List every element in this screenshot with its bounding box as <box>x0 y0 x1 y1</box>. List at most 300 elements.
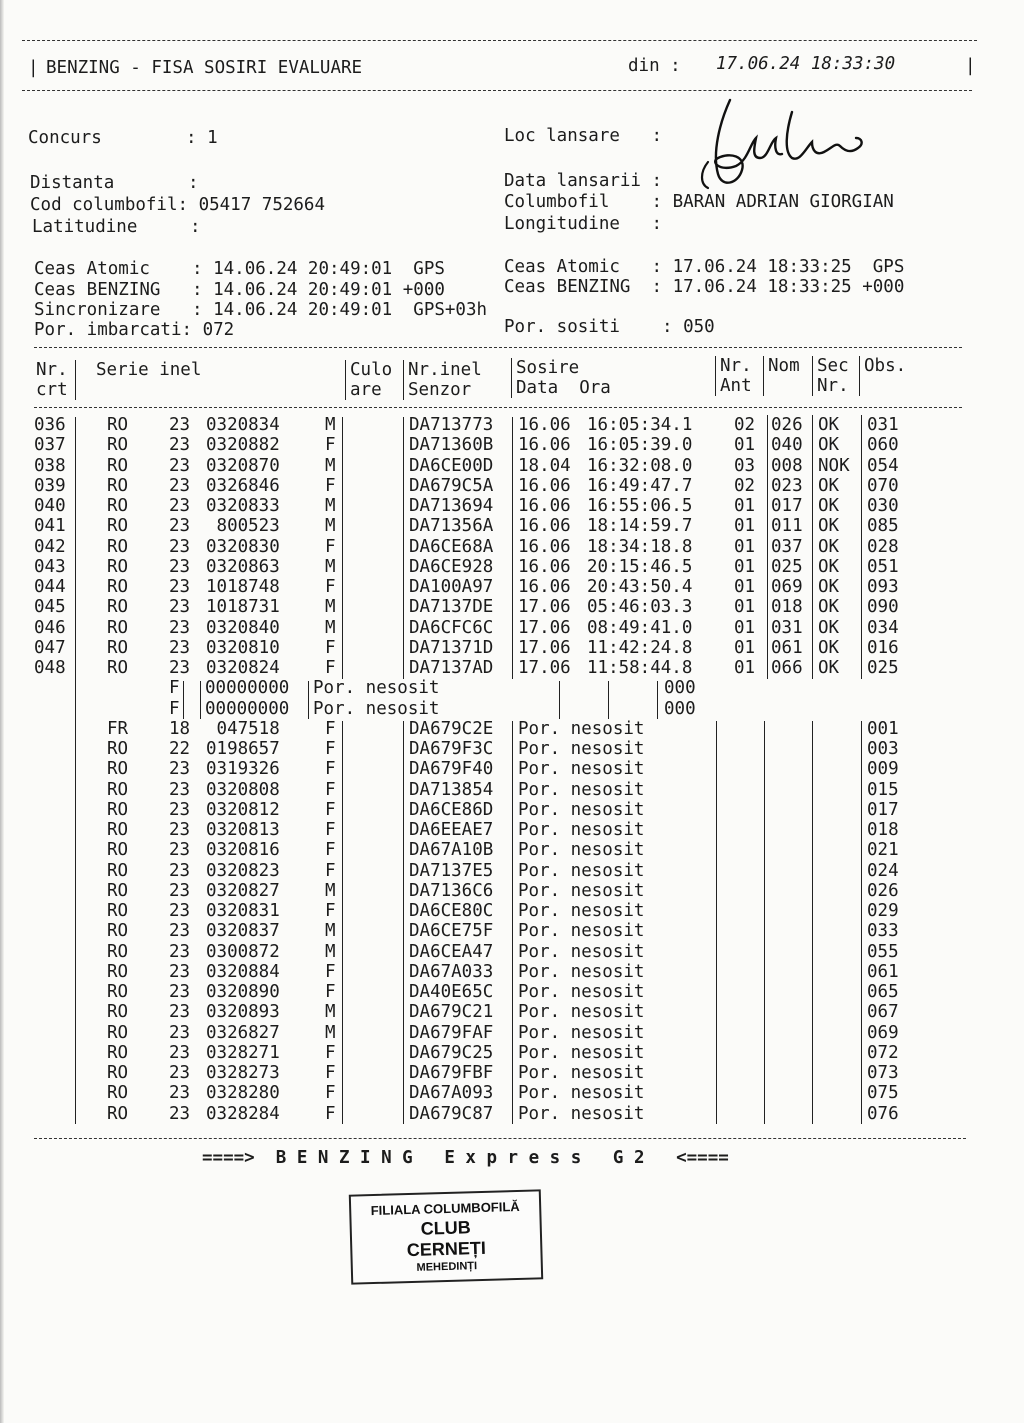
col-culoare: Culo <box>350 360 393 380</box>
row-sensor: DA67A093 <box>409 1083 494 1104</box>
row-sensor: DA6CE75F <box>409 921 494 942</box>
row-nom: 023 <box>771 475 803 496</box>
row-country: FR <box>107 718 129 739</box>
row-year: 23 <box>169 1002 191 1023</box>
row-nr: 039 <box>34 475 66 496</box>
row-date: 18.04 <box>518 455 571 476</box>
row-time: 16:32:08.0 <box>587 455 693 476</box>
row-sensor: DA679F3C <box>409 739 494 759</box>
row-ring: 0320882 <box>206 435 280 456</box>
table-row-shifted <box>0 699 1024 719</box>
row-sex: F <box>325 739 336 759</box>
row-ring: 0328280 <box>206 1083 280 1104</box>
separator <box>403 360 404 400</box>
row-sex: F <box>325 982 336 1002</box>
row-sex: M <box>325 880 336 901</box>
row-country: RO <box>107 516 129 537</box>
row-ant: 02 <box>734 475 756 496</box>
row-status: Por. nesosit <box>518 739 645 759</box>
row-obs: 055 <box>867 941 899 962</box>
row-status: Por. nesosit <box>518 941 645 962</box>
row-obs: 031 <box>867 415 899 435</box>
row-sensor: DA6CE928 <box>409 556 494 577</box>
col-crt: crt <box>36 380 68 400</box>
stamp-line-2: CLUB <box>420 1217 472 1239</box>
columbofil-field: Columbofil : BARAN ADRIAN GIORGIAN <box>504 192 894 212</box>
row-obs: 030 <box>867 496 899 516</box>
row-time: 20:15:46.5 <box>587 556 693 577</box>
row-ring: 0320808 <box>206 779 280 800</box>
row-status: Por. nesosit <box>518 820 645 840</box>
col-nr-ant: Nr. <box>720 356 752 376</box>
header-pipe-left: | <box>28 58 39 78</box>
row-ant: 01 <box>734 577 756 597</box>
row-ring: 0319326 <box>206 759 280 780</box>
row-country: RO <box>107 617 129 638</box>
row-sex: F <box>325 820 336 840</box>
row-sensor: DA71360B <box>409 435 494 456</box>
separator <box>183 681 184 719</box>
row-nom: 069 <box>771 577 803 597</box>
row-year: 23 <box>169 941 191 962</box>
row-sex: F <box>325 536 336 557</box>
row-ring: 0320816 <box>206 840 280 861</box>
ceas-atomic-end: Ceas Atomic : 17.06.24 18:33:25 GPS <box>504 257 905 277</box>
row-country: RO <box>107 455 129 476</box>
row-year: 18 <box>169 718 191 739</box>
col-culoare-2: are <box>350 380 382 400</box>
row-sensor: DA679FAF <box>409 1022 494 1043</box>
row-year: 23 <box>169 860 191 881</box>
row-sensor: DA679C5A <box>409 475 494 496</box>
row-country: RO <box>107 577 129 597</box>
row-sex: M <box>325 455 336 476</box>
row-year: 23 <box>169 496 191 516</box>
col-obs: Obs. <box>864 356 907 376</box>
separator <box>512 417 513 679</box>
row-obs: 003 <box>867 739 899 759</box>
row-sec: OK <box>818 475 840 496</box>
row-nr: 044 <box>34 577 66 597</box>
row-sensor: DA7136C6 <box>409 880 494 901</box>
row-status: Por. nesosit <box>518 860 645 881</box>
row-country: RO <box>107 597 129 618</box>
row-nr: 042 <box>34 536 66 557</box>
row-obs: 072 <box>867 1042 899 1063</box>
row-sex: F <box>325 840 336 861</box>
row-ring: 0320827 <box>206 880 280 901</box>
row-sex: F <box>325 961 336 982</box>
row-sensor: DA71371D <box>409 637 494 658</box>
row-obs: 054 <box>867 455 899 476</box>
row-obs: 070 <box>867 475 899 496</box>
row-ring: 0320893 <box>206 1002 280 1023</box>
row-obs: 090 <box>867 597 899 618</box>
col-nr: Nr. <box>36 360 68 380</box>
row-year: 23 <box>169 820 191 840</box>
separator <box>75 417 76 1124</box>
row-sec: OK <box>818 415 840 435</box>
row-year: 23 <box>169 1103 191 1124</box>
row-ant: 01 <box>734 637 756 658</box>
row-ring: 1018748 <box>206 577 280 597</box>
row-nom: 037 <box>771 536 803 557</box>
row-year: 23 <box>169 759 191 780</box>
col-sec: Sec <box>817 356 849 376</box>
row-nom: 061 <box>771 637 803 658</box>
row-obs: 001 <box>867 718 899 739</box>
row-date: 17.06 <box>518 597 571 618</box>
row-country: RO <box>107 435 129 456</box>
row-status: Por. nesosit <box>518 921 645 942</box>
row-ring: 0320812 <box>206 799 280 820</box>
row-sex: F <box>325 577 336 597</box>
row-sex: M <box>325 921 336 942</box>
report-title: BENZING - FISA SOSIRI EVALUARE <box>46 58 363 78</box>
row-sensor: DA7137E5 <box>409 860 494 881</box>
row-sensor: DA6CE86D <box>409 799 494 820</box>
row-obs: 015 <box>867 779 899 800</box>
row-obs: 028 <box>867 536 899 557</box>
row-time: 11:58:44.8 <box>587 658 693 678</box>
row-year: 23 <box>169 799 191 820</box>
row-obs: 026 <box>867 880 899 901</box>
row-nr: 040 <box>34 496 66 516</box>
row-sex: M <box>325 941 336 962</box>
col-senzor: Senzor <box>408 380 472 400</box>
separator <box>657 681 658 719</box>
row-year: 23 <box>169 435 191 456</box>
row-sex: F <box>325 475 336 496</box>
row-obs: 017 <box>867 799 899 820</box>
row-sec: NOK <box>818 455 850 476</box>
row-status: Por. nesosit <box>518 779 645 800</box>
row-year: 23 <box>169 961 191 982</box>
row-date: 16.06 <box>518 536 571 557</box>
row-ring: 0326846 <box>206 475 280 496</box>
row-year: 23 <box>169 840 191 861</box>
divider <box>34 1138 966 1139</box>
row-country: RO <box>107 901 129 921</box>
row-nom: 018 <box>771 597 803 618</box>
row-time: 16:05:39.0 <box>587 435 693 456</box>
row-ring: 0320831 <box>206 901 280 921</box>
row-country: RO <box>107 475 129 496</box>
row-country: RO <box>107 1083 129 1104</box>
row-sex: M <box>325 556 336 577</box>
row-ring: 0320823 <box>206 860 280 881</box>
row-year: 23 <box>169 516 191 537</box>
row-ring: 0328273 <box>206 1063 280 1083</box>
row-sensor: DA7137AD <box>409 658 494 678</box>
row-obs: 018 <box>867 820 899 840</box>
row-date: 16.06 <box>518 556 571 577</box>
separator <box>767 415 768 679</box>
row-ant: 01 <box>734 496 756 516</box>
row-nr: 038 <box>34 455 66 476</box>
row-sex: F <box>325 1063 336 1083</box>
row-time: 18:14:59.7 <box>587 516 693 537</box>
row-country: RO <box>107 536 129 557</box>
separator <box>812 721 813 1124</box>
row-sensor: DA100A97 <box>409 577 494 597</box>
longitudine-field: Longitudine : <box>504 214 663 234</box>
row-ring: 0328284 <box>206 1103 280 1124</box>
row-status: Por. nesosit <box>518 961 645 982</box>
row-obs: 034 <box>867 617 899 638</box>
row-ring: 0320870 <box>206 455 280 476</box>
row-obs: 009 <box>867 759 899 780</box>
row-sensor: DA679F40 <box>409 759 494 780</box>
latitudine-field: Latitudine : <box>32 217 201 237</box>
row-sex: M <box>325 496 336 516</box>
row-sec: OK <box>818 577 840 597</box>
col-sosire: Sosire <box>516 358 580 378</box>
row-sex: M <box>325 415 336 435</box>
club-stamp <box>349 1189 543 1284</box>
row-time: 08:49:41.0 <box>587 617 693 638</box>
row-country: RO <box>107 637 129 658</box>
row-sex: F <box>325 901 336 921</box>
row-obs: 065 <box>867 982 899 1002</box>
row-nr: 036 <box>34 415 66 435</box>
row-obs: 000 <box>664 678 696 699</box>
row-date: 16.06 <box>518 577 571 597</box>
row-sec: OK <box>818 597 840 618</box>
row-year: 23 <box>169 1042 191 1063</box>
row-nr: 047 <box>34 637 66 658</box>
row-status: Por. nesosit <box>518 1042 645 1063</box>
row-status: Por. nesosit <box>518 1083 645 1104</box>
row-year: 23 <box>169 1063 191 1083</box>
row-sensor: DA67A10B <box>409 840 494 861</box>
row-sensor: DA713854 <box>409 779 494 800</box>
row-obs: 033 <box>867 921 899 942</box>
row-date: 16.06 <box>518 496 571 516</box>
row-country: RO <box>107 1022 129 1043</box>
separator <box>345 360 346 400</box>
ceas-benzing-start: Ceas BENZING : 14.06.24 20:49:01 +000 <box>34 280 445 300</box>
row-country: RO <box>107 921 129 942</box>
row-nom: 066 <box>771 658 803 678</box>
row-time: 16:05:34.1 <box>587 415 693 435</box>
header-pipe-right: | <box>965 56 976 76</box>
row-status: Por. nesosit <box>518 982 645 1002</box>
separator <box>764 721 765 1124</box>
row-sensor: DA67A033 <box>409 961 494 982</box>
row-year: 23 <box>169 1083 191 1104</box>
row-ring: 0326827 <box>206 1022 280 1043</box>
row-nr: 048 <box>34 658 66 678</box>
row-nom: 026 <box>771 415 803 435</box>
row-year: 23 <box>169 617 191 638</box>
porumbei-imbarcati: Por. imbarcati: 072 <box>34 320 235 340</box>
row-nom: 011 <box>771 516 803 537</box>
row-year: 23 <box>169 475 191 496</box>
row-status: Por. nesosit <box>518 799 645 820</box>
row-sensor: DA679FBF <box>409 1063 494 1083</box>
row-sensor: DA6CEA47 <box>409 941 494 962</box>
row-obs: 051 <box>867 556 899 577</box>
row-nr: 041 <box>34 516 66 537</box>
row-ant: 02 <box>734 415 756 435</box>
row-sex: M <box>325 516 336 537</box>
row-sensor: DA6CE68A <box>409 536 494 557</box>
separator <box>559 681 560 719</box>
row-ring: 0320824 <box>206 658 280 678</box>
row-status: Por. nesosit <box>518 1063 645 1083</box>
row-nom: 008 <box>771 455 803 476</box>
row-sex: F <box>325 1042 336 1063</box>
sincronizare: Sincronizare : 14.06.24 20:49:01 GPS+03h <box>34 300 488 320</box>
row-ant: 01 <box>734 536 756 557</box>
row-date: 16.06 <box>518 516 571 537</box>
row-country: RO <box>107 941 129 962</box>
row-obs: 069 <box>867 1022 899 1043</box>
separator <box>608 681 609 719</box>
row-country: RO <box>107 799 129 820</box>
row-sex: F <box>169 678 180 699</box>
row-sec: OK <box>818 516 840 537</box>
row-sex: F <box>325 658 336 678</box>
row-ring: 1018731 <box>206 597 280 618</box>
row-obs: 000 <box>664 698 696 719</box>
row-ring: 0320833 <box>206 496 280 516</box>
row-country: RO <box>107 860 129 881</box>
row-sensor: DA679C2E <box>409 718 494 739</box>
row-country: RO <box>107 779 129 800</box>
row-ring: 0328271 <box>206 1042 280 1063</box>
row-year: 23 <box>169 982 191 1002</box>
row-year: 22 <box>169 739 191 759</box>
separator <box>812 356 813 396</box>
row-time: 11:42:24.8 <box>587 637 693 658</box>
row-sec: OK <box>818 617 840 638</box>
row-code: 00000000 <box>205 678 290 699</box>
row-ant: 01 <box>734 556 756 577</box>
row-sec: OK <box>818 435 840 456</box>
row-nom: 017 <box>771 496 803 516</box>
row-country: RO <box>107 415 129 435</box>
row-country: RO <box>107 739 129 759</box>
row-date: 17.06 <box>518 637 571 658</box>
row-country: RO <box>107 759 129 780</box>
row-obs: 024 <box>867 860 899 881</box>
row-sex: F <box>325 759 336 780</box>
row-obs: 067 <box>867 1002 899 1023</box>
ceas-benzing-end: Ceas BENZING : 17.06.24 18:33:25 +000 <box>504 277 905 297</box>
row-year: 23 <box>169 577 191 597</box>
separator <box>512 721 513 1124</box>
row-sensor: DA713773 <box>409 415 494 435</box>
separator <box>716 721 717 1124</box>
data-lansarii-field: Data lansarii : <box>504 171 663 191</box>
row-obs: 061 <box>867 961 899 982</box>
row-date: 17.06 <box>518 617 571 638</box>
row-ring: 0320884 <box>206 961 280 982</box>
col-ant: Ant <box>720 376 752 396</box>
report-date: 17.06.24 18:33:30 <box>716 54 896 74</box>
row-nom: 040 <box>771 435 803 456</box>
row-ant: 01 <box>734 516 756 537</box>
row-ant: 01 <box>734 435 756 456</box>
row-year: 23 <box>169 455 191 476</box>
row-ant: 01 <box>734 658 756 678</box>
separator <box>308 681 309 719</box>
ceas-atomic-start: Ceas Atomic : 14.06.24 20:49:01 GPS <box>34 259 445 279</box>
row-year: 23 <box>169 921 191 942</box>
row-ring: 047518 <box>206 718 280 739</box>
row-sex: F <box>169 698 180 719</box>
divider <box>22 90 972 91</box>
footer-banner: ====> B E N Z I N G E x p r e s s G 2 <==== <box>202 1148 729 1168</box>
row-year: 23 <box>169 1022 191 1043</box>
row-sensor: DA6CFC6C <box>409 617 494 638</box>
row-date: 16.06 <box>518 435 571 456</box>
row-country: RO <box>107 1103 129 1124</box>
divider <box>34 407 962 408</box>
row-obs: 016 <box>867 637 899 658</box>
row-status: Por. nesosit <box>313 678 440 699</box>
row-country: RO <box>107 1042 129 1063</box>
table-row-shifted <box>0 678 1024 698</box>
distanta-field: Distanta : <box>30 173 199 193</box>
row-sex: F <box>325 860 336 881</box>
separator <box>861 415 862 679</box>
separator <box>403 417 404 679</box>
divider <box>34 347 962 348</box>
separator <box>342 721 343 1124</box>
separator <box>715 356 716 396</box>
row-time: 16:55:06.5 <box>587 496 693 516</box>
row-nom: 031 <box>771 617 803 638</box>
row-country: RO <box>107 496 129 516</box>
row-sensor: DA6CE00D <box>409 455 494 476</box>
row-country: RO <box>107 820 129 840</box>
row-ring: 0320813 <box>206 820 280 840</box>
col-nom: Nom <box>768 356 800 376</box>
row-sex: M <box>325 597 336 618</box>
row-year: 23 <box>169 536 191 557</box>
row-time: 20:43:50.4 <box>587 577 693 597</box>
row-sec: OK <box>818 536 840 557</box>
row-ring: 0320890 <box>206 982 280 1002</box>
divider <box>22 40 977 41</box>
row-obs: 021 <box>867 840 899 861</box>
row-nr: 043 <box>34 556 66 577</box>
row-country: RO <box>107 982 129 1002</box>
row-country: RO <box>107 1002 129 1023</box>
row-ring: 0320863 <box>206 556 280 577</box>
row-sensor: DA40E65C <box>409 982 494 1002</box>
separator <box>342 417 343 679</box>
row-year: 23 <box>169 779 191 800</box>
row-country: RO <box>107 840 129 861</box>
row-sex: F <box>325 637 336 658</box>
row-ring: 0320840 <box>206 617 280 638</box>
row-obs: 093 <box>867 577 899 597</box>
row-sex: M <box>325 617 336 638</box>
row-year: 23 <box>169 880 191 901</box>
separator <box>859 356 860 396</box>
cod-columbofil-field: Cod columbofil: 05417 752664 <box>30 195 326 215</box>
row-country: RO <box>107 1063 129 1083</box>
row-sensor: DA679C21 <box>409 1002 494 1023</box>
row-sec: OK <box>818 556 840 577</box>
row-obs: 085 <box>867 516 899 537</box>
col-sec-nr: Nr. <box>817 376 849 396</box>
row-year: 23 <box>169 556 191 577</box>
